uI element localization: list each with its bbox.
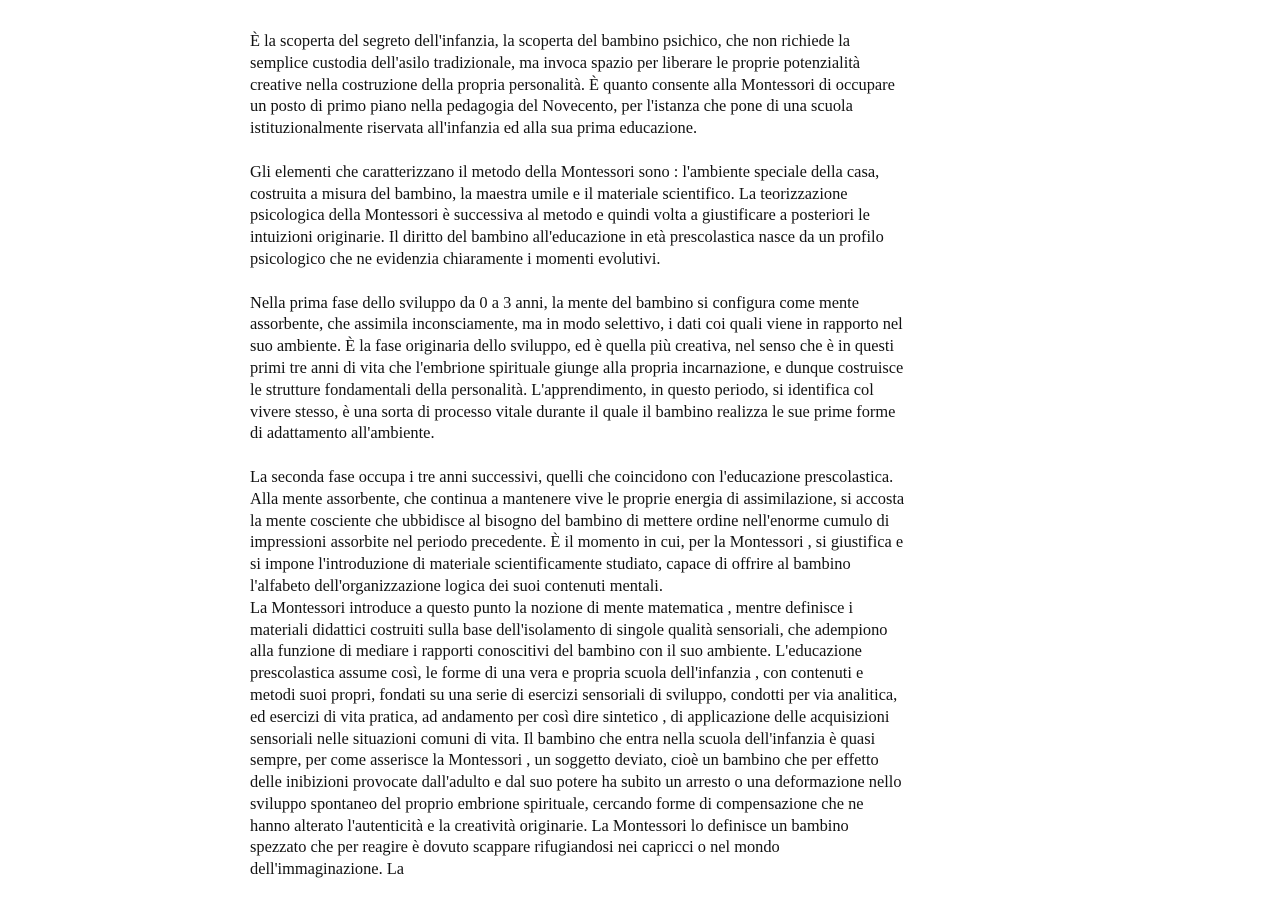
text-line: sensoriali nelle situazioni comuni di vita. Il bambino che entra nella scuola dell'infanzia è quasi bbox=[250, 728, 876, 748]
text-line: spezzato che per reagire è dovuto scappare rifugiandosi nei capricci o nel mondo bbox=[250, 837, 780, 857]
paragraph-spacer bbox=[250, 270, 1050, 292]
text-line: La seconda fase occupa i tre anni successivi, quelli che coincidono con l'educazione prescolastica. bbox=[250, 466, 894, 486]
text-line: un posto di primo piano nella pedagogia del Novecento, per l'istanza che pone di una scuola bbox=[250, 96, 853, 116]
text-line: materiali didattici costruiti sulla base dell'isolamento di singole qualità sensoriali, che adempiono bbox=[250, 619, 888, 639]
text-line: istituzionalmente riservata all'infanzia ed alla sua prima educazione. bbox=[250, 118, 698, 138]
text-line: creative nella costruzione della propria personalità. È quanto consente alla Montessori di occupare bbox=[250, 74, 895, 94]
text-line: alla funzione di mediare i rapporti conoscitivi del bambino con il suo ambiente. L'educazione bbox=[250, 641, 862, 661]
paragraph-4 bbox=[250, 466, 1050, 880]
text-line: sempre, per come asserisce la Montessori , un soggetto deviato, cioè un bambino che per effetto bbox=[250, 750, 879, 770]
text-line: suo ambiente. È la fase originaria dello sviluppo, ed è quella più creativa, nel senso che è in questi bbox=[250, 336, 895, 356]
text-line: Gli elementi che caratterizzano il metodo della Montessori sono : l'ambiente speciale della casa, bbox=[250, 161, 880, 181]
text-line: ed esercizi di vita pratica, ad andamento per così dire sintetico , di applicazione delle acquisizioni bbox=[250, 706, 890, 726]
text-line: delle inibizioni provocate dall'adulto e dal suo potere ha subito un arresto o una deformazione nello bbox=[250, 772, 902, 792]
paragraph-spacer bbox=[250, 444, 1050, 466]
text-line: hanno alterato l'autenticità e la creatività originarie. La Montessori lo definisce un bambino bbox=[250, 815, 849, 835]
text-line: sviluppo spontaneo del proprio embrione spirituale, cercando forme di compensazione che ne bbox=[250, 793, 864, 813]
text-line: vivere stesso, è una sorta di processo vitale durante il quale il bambino realizza le sue prime forme bbox=[250, 401, 896, 421]
text-line: l'alfabeto dell'organizzazione logica dei suoi contenuti mentali. bbox=[250, 575, 663, 595]
text-line: dell'immaginazione. La bbox=[250, 859, 405, 879]
text-line: Alla mente assorbente, che continua a mantenere vive le proprie energia di assimilazione, si accosta bbox=[250, 488, 905, 508]
paragraph-1 bbox=[250, 30, 1050, 139]
document-page bbox=[250, 30, 1050, 880]
paragraph-3 bbox=[250, 292, 1050, 445]
text-line: si impone l'introduzione di materiale scientificamente studiato, capace di offrire al bambino bbox=[250, 554, 851, 574]
text-line: psicologica della Montessori è successiva al metodo e quindi volta a giustificare a posteriori le bbox=[250, 205, 870, 225]
text-line: la mente cosciente che ubbidisce al bisogno del bambino di mettere ordine nell'enorme cumulo di bbox=[250, 510, 890, 530]
paragraph-2 bbox=[250, 161, 1050, 270]
text-line: impressioni assorbite nel periodo precedente. È il momento in cui, per la Montessori , si giustifica e bbox=[250, 532, 904, 552]
text-line: costruita a misura del bambino, la maestra umile e il materiale scientifico. La teorizzazione bbox=[250, 183, 848, 203]
text-line: prescolastica assume così, le forme di una vera e propria scuola dell'infanzia , con contenuti e bbox=[250, 663, 864, 683]
text-line: È la scoperta del segreto dell'infanzia, la scoperta del bambino psichico, che non richiede la bbox=[250, 31, 851, 50]
text-line: primi tre anni di vita che l'embrione spirituale giunge alla propria incarnazione, e dunque costruisce bbox=[250, 357, 904, 377]
text-line: metodi suoi propri, fondati su una serie di esercizi sensoriali di sviluppo, condotti per via analitica, bbox=[250, 684, 898, 704]
text-line: le strutture fondamentali della personalità. L'apprendimento, in questo periodo, si identifica col bbox=[250, 379, 874, 399]
text-line: intuizioni originarie. Il diritto del bambino all'educazione in età prescolastica nasce da un profilo bbox=[250, 227, 884, 247]
text-line: La Montessori introduce a questo punto la nozione di mente matematica , mentre definisce i bbox=[250, 597, 854, 617]
text-line: Nella prima fase dello sviluppo da 0 a 3 anni, la mente del bambino si configura come mente bbox=[250, 292, 859, 312]
paragraph-spacer bbox=[250, 139, 1050, 161]
text-line: di adattamento all'ambiente. bbox=[250, 423, 435, 443]
text-line: semplice custodia dell'asilo tradizionale, ma invoca spazio per liberare le proprie potenzialità bbox=[250, 52, 861, 72]
text-line: psicologico che ne evidenzia chiaramente i momenti evolutivi. bbox=[250, 248, 661, 268]
text-line: assorbente, che assimila inconsciamente, ma in modo selettivo, i dati coi quali viene in rapporto nel bbox=[250, 314, 903, 334]
